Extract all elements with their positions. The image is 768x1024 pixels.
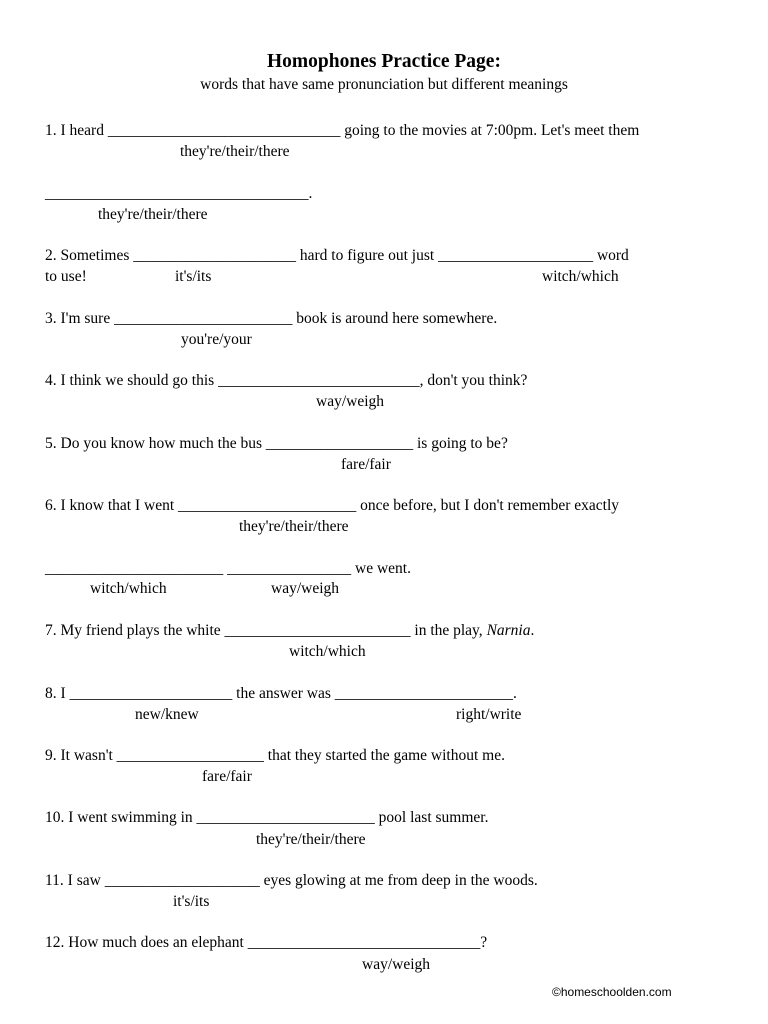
question-4-line-1: 4. I think we should go this __________________________, don't you think? <box>45 372 528 389</box>
question-2-line-2: to use! <box>45 268 87 285</box>
question-2-hint-1: it's/its <box>175 268 212 285</box>
question-2-line-1: 2. Sometimes _____________________ hard to figure out just ____________________ word <box>45 247 629 264</box>
question-6-hint-3: way/weigh <box>271 580 340 597</box>
question-2-hint-2: witch/which <box>542 268 619 285</box>
question-5-hint-1: fare/fair <box>341 456 391 473</box>
question-11-hint-1: it's/its <box>173 893 210 910</box>
copyright-credit: ©homeschoolden.com <box>552 985 672 999</box>
page-subtitle: words that have same pronunciation but different meanings <box>200 76 568 93</box>
page-title: Homophones Practice Page: <box>267 51 501 72</box>
question-3-line-1: 3. I'm sure _______________________ book is around here somewhere. <box>45 310 498 327</box>
question-7-text: 7. My friend plays the white ________________________ in the play, <box>45 622 487 639</box>
question-9-hint-1: fare/fair <box>202 768 252 785</box>
question-3-hint-1: you're/your <box>181 331 252 348</box>
question-4-hint-1: way/weigh <box>316 393 385 410</box>
question-6-hint-1: they're/their/there <box>239 518 349 535</box>
question-10-hint-1: they're/their/there <box>256 831 366 848</box>
question-12-line-1: 12. How much does an elephant ______________________________? <box>45 934 488 951</box>
question-10-line-1: 10. I went swimming in _______________________ pool last summer. <box>45 809 489 826</box>
question-7-line-1 <box>45 622 534 640</box>
question-6-hint-2: witch/which <box>90 580 167 597</box>
question-7-period: . <box>530 622 535 639</box>
question-1-hint-2: they're/their/there <box>98 206 208 223</box>
question-8-hint-2: right/write <box>456 706 522 723</box>
question-1-line-2: __________________________________. <box>45 185 313 202</box>
question-11-line-1: 11. I saw ____________________ eyes glowing at me from deep in the woods. <box>45 872 538 889</box>
question-1-line-1: 1. I heard ______________________________ going to the movies at 7:00pm. Let's meet them <box>45 122 640 139</box>
question-5-line-1: 5. Do you know how much the bus ___________________ is going to be? <box>45 435 508 452</box>
question-6-line-1: 6. I know that I went _______________________ once before, but I don't remember exactly <box>45 497 619 514</box>
question-7-hint-1: witch/which <box>289 643 366 660</box>
question-12-hint-1: way/weigh <box>362 956 431 973</box>
question-1-hint-1: they're/their/there <box>180 143 290 160</box>
question-9-line-1: 9. It wasn't ___________________ that they started the game without me. <box>45 747 505 764</box>
question-8-line-1: 8. I _____________________ the answer was _______________________. <box>45 685 517 702</box>
question-6-line-2: _______________________ ________________ we went. <box>45 560 411 577</box>
question-7-title-italic: Narnia <box>486 622 531 639</box>
question-8-hint-1: new/knew <box>135 706 199 723</box>
